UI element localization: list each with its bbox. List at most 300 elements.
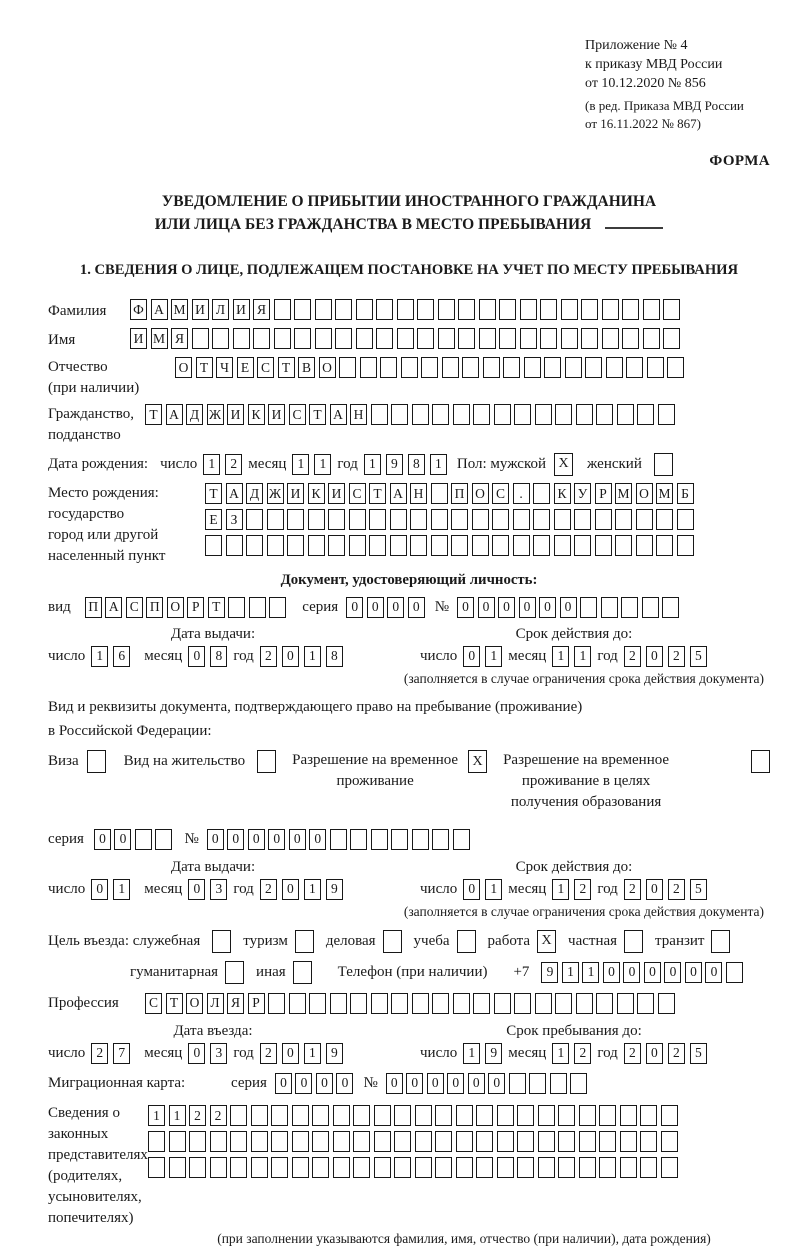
char-box[interactable] bbox=[615, 535, 632, 556]
char-box[interactable] bbox=[476, 1131, 493, 1152]
char-box[interactable]: 1 bbox=[562, 962, 579, 983]
char-box[interactable]: 0 bbox=[387, 597, 404, 618]
char-box[interactable]: М bbox=[171, 299, 188, 320]
char-box[interactable] bbox=[415, 1131, 432, 1152]
char-box[interactable] bbox=[442, 357, 459, 378]
char-box[interactable]: 0 bbox=[408, 597, 425, 618]
char-box[interactable] bbox=[412, 829, 429, 850]
char-box[interactable]: 0 bbox=[295, 1073, 312, 1094]
char-box[interactable] bbox=[642, 597, 659, 618]
char-box[interactable] bbox=[415, 1157, 432, 1178]
char-box[interactable]: Р bbox=[595, 483, 612, 504]
char-box[interactable]: 0 bbox=[188, 1043, 205, 1064]
char-box[interactable] bbox=[570, 1073, 587, 1094]
char-box[interactable]: 0 bbox=[94, 829, 111, 850]
char-box[interactable] bbox=[492, 509, 509, 530]
char-box[interactable]: 1 bbox=[148, 1105, 165, 1126]
char-box[interactable]: 2 bbox=[210, 1105, 227, 1126]
char-box[interactable] bbox=[538, 1157, 555, 1178]
char-box[interactable] bbox=[579, 1157, 596, 1178]
char-box[interactable]: 0 bbox=[346, 597, 363, 618]
char-box[interactable] bbox=[661, 1105, 678, 1126]
char-box[interactable]: Р bbox=[248, 993, 265, 1014]
char-box[interactable]: 1 bbox=[304, 1043, 321, 1064]
business-checkbox[interactable] bbox=[383, 930, 402, 953]
char-box[interactable] bbox=[599, 1105, 616, 1126]
char-box[interactable] bbox=[555, 993, 572, 1014]
char-box[interactable]: 2 bbox=[260, 646, 277, 667]
char-box[interactable] bbox=[274, 299, 291, 320]
char-box[interactable]: 0 bbox=[248, 829, 265, 850]
char-box[interactable] bbox=[497, 1105, 514, 1126]
char-box[interactable] bbox=[432, 993, 449, 1014]
char-box[interactable] bbox=[636, 509, 653, 530]
char-box[interactable] bbox=[356, 328, 373, 349]
char-box[interactable] bbox=[391, 404, 408, 425]
char-box[interactable] bbox=[517, 1157, 534, 1178]
char-box[interactable]: С bbox=[492, 483, 509, 504]
char-box[interactable] bbox=[374, 1105, 391, 1126]
char-box[interactable] bbox=[309, 993, 326, 1014]
char-box[interactable] bbox=[558, 1157, 575, 1178]
char-box[interactable] bbox=[432, 404, 449, 425]
char-box[interactable] bbox=[520, 299, 537, 320]
char-box[interactable]: 5 bbox=[690, 646, 707, 667]
char-box[interactable] bbox=[538, 1131, 555, 1152]
char-box[interactable]: 9 bbox=[485, 1043, 502, 1064]
char-box[interactable] bbox=[554, 535, 571, 556]
char-box[interactable] bbox=[251, 1131, 268, 1152]
char-box[interactable] bbox=[656, 509, 673, 530]
char-box[interactable]: Л bbox=[212, 299, 229, 320]
char-box[interactable]: Ф bbox=[130, 299, 147, 320]
char-box[interactable] bbox=[289, 993, 306, 1014]
char-box[interactable] bbox=[339, 357, 356, 378]
char-box[interactable] bbox=[374, 1131, 391, 1152]
char-box[interactable] bbox=[271, 1157, 288, 1178]
char-box[interactable] bbox=[415, 1105, 432, 1126]
char-box[interactable] bbox=[579, 1131, 596, 1152]
char-box[interactable]: Ч bbox=[216, 357, 233, 378]
char-box[interactable] bbox=[472, 509, 489, 530]
char-box[interactable] bbox=[294, 328, 311, 349]
char-box[interactable] bbox=[246, 535, 263, 556]
char-box[interactable] bbox=[350, 993, 367, 1014]
char-box[interactable] bbox=[246, 509, 263, 530]
char-box[interactable] bbox=[315, 328, 332, 349]
char-box[interactable] bbox=[535, 404, 552, 425]
char-box[interactable]: 9 bbox=[326, 879, 343, 900]
char-box[interactable]: 0 bbox=[685, 962, 702, 983]
char-box[interactable]: 3 bbox=[210, 879, 227, 900]
char-box[interactable] bbox=[330, 829, 347, 850]
char-box[interactable]: Т bbox=[278, 357, 295, 378]
char-box[interactable]: 0 bbox=[623, 962, 640, 983]
char-box[interactable]: 1 bbox=[292, 454, 309, 475]
char-box[interactable] bbox=[458, 299, 475, 320]
char-box[interactable]: 0 bbox=[646, 646, 663, 667]
char-box[interactable] bbox=[397, 328, 414, 349]
char-box[interactable]: Я bbox=[171, 328, 188, 349]
char-box[interactable] bbox=[376, 328, 393, 349]
char-box[interactable]: 1 bbox=[582, 962, 599, 983]
char-box[interactable] bbox=[497, 1157, 514, 1178]
char-box[interactable]: М bbox=[656, 483, 673, 504]
char-box[interactable]: 0 bbox=[275, 1073, 292, 1094]
char-box[interactable] bbox=[637, 993, 654, 1014]
char-box[interactable]: К bbox=[308, 483, 325, 504]
char-box[interactable]: 9 bbox=[386, 454, 403, 475]
char-box[interactable] bbox=[410, 535, 427, 556]
char-box[interactable]: 0 bbox=[268, 829, 285, 850]
char-box[interactable]: 5 bbox=[690, 1043, 707, 1064]
char-box[interactable] bbox=[390, 509, 407, 530]
char-box[interactable] bbox=[292, 1131, 309, 1152]
char-box[interactable] bbox=[233, 328, 250, 349]
char-box[interactable] bbox=[333, 1131, 350, 1152]
char-box[interactable] bbox=[615, 509, 632, 530]
char-box[interactable] bbox=[472, 535, 489, 556]
char-box[interactable] bbox=[661, 1157, 678, 1178]
char-box[interactable] bbox=[658, 993, 675, 1014]
char-box[interactable] bbox=[432, 829, 449, 850]
char-box[interactable]: У bbox=[574, 483, 591, 504]
char-box[interactable]: 0 bbox=[386, 1073, 403, 1094]
char-box[interactable] bbox=[226, 535, 243, 556]
char-box[interactable] bbox=[169, 1157, 186, 1178]
char-box[interactable]: Д bbox=[186, 404, 203, 425]
residence-permit-checkbox[interactable] bbox=[257, 750, 276, 773]
char-box[interactable]: А bbox=[105, 597, 122, 618]
char-box[interactable] bbox=[148, 1131, 165, 1152]
char-box[interactable] bbox=[438, 328, 455, 349]
fill-in-blank-line[interactable] bbox=[605, 215, 663, 229]
char-box[interactable]: 1 bbox=[552, 1043, 569, 1064]
char-box[interactable] bbox=[462, 357, 479, 378]
char-box[interactable]: . bbox=[513, 483, 530, 504]
char-box[interactable]: 2 bbox=[624, 1043, 641, 1064]
char-box[interactable] bbox=[269, 597, 286, 618]
char-box[interactable] bbox=[271, 1131, 288, 1152]
char-box[interactable] bbox=[601, 597, 618, 618]
char-box[interactable]: О bbox=[472, 483, 489, 504]
char-box[interactable] bbox=[390, 535, 407, 556]
char-box[interactable] bbox=[353, 1105, 370, 1126]
char-box[interactable]: 0 bbox=[519, 597, 536, 618]
char-box[interactable] bbox=[662, 597, 679, 618]
char-box[interactable]: И bbox=[192, 299, 209, 320]
char-box[interactable] bbox=[602, 299, 619, 320]
char-box[interactable]: 1 bbox=[169, 1105, 186, 1126]
char-box[interactable]: Н bbox=[350, 404, 367, 425]
char-box[interactable]: С bbox=[289, 404, 306, 425]
char-box[interactable] bbox=[574, 535, 591, 556]
char-box[interactable]: 2 bbox=[225, 454, 242, 475]
work-checkbox[interactable]: X bbox=[537, 930, 556, 953]
char-box[interactable] bbox=[513, 535, 530, 556]
char-box[interactable] bbox=[476, 1157, 493, 1178]
char-box[interactable] bbox=[499, 328, 516, 349]
char-box[interactable]: 0 bbox=[114, 829, 131, 850]
char-box[interactable]: 2 bbox=[574, 879, 591, 900]
char-box[interactable]: И bbox=[287, 483, 304, 504]
char-box[interactable] bbox=[640, 1157, 657, 1178]
char-box[interactable] bbox=[267, 509, 284, 530]
humanitarian-checkbox[interactable] bbox=[225, 961, 244, 984]
char-box[interactable]: 2 bbox=[668, 1043, 685, 1064]
char-box[interactable] bbox=[294, 299, 311, 320]
char-box[interactable] bbox=[726, 962, 743, 983]
char-box[interactable]: И bbox=[268, 404, 285, 425]
char-box[interactable]: 1 bbox=[203, 454, 220, 475]
char-box[interactable] bbox=[503, 357, 520, 378]
char-box[interactable] bbox=[135, 829, 152, 850]
char-box[interactable]: 1 bbox=[113, 879, 130, 900]
char-box[interactable] bbox=[228, 597, 245, 618]
char-box[interactable]: 0 bbox=[282, 1043, 299, 1064]
char-box[interactable] bbox=[312, 1105, 329, 1126]
char-box[interactable]: 0 bbox=[367, 597, 384, 618]
char-box[interactable] bbox=[189, 1131, 206, 1152]
char-box[interactable] bbox=[599, 1157, 616, 1178]
char-box[interactable] bbox=[513, 509, 530, 530]
char-box[interactable] bbox=[287, 509, 304, 530]
char-box[interactable]: И bbox=[328, 483, 345, 504]
char-box[interactable]: 0 bbox=[664, 962, 681, 983]
char-box[interactable]: С bbox=[257, 357, 274, 378]
char-box[interactable] bbox=[456, 1157, 473, 1178]
char-box[interactable] bbox=[643, 328, 660, 349]
char-box[interactable] bbox=[312, 1157, 329, 1178]
char-box[interactable]: 2 bbox=[624, 879, 641, 900]
char-box[interactable] bbox=[349, 509, 366, 530]
char-box[interactable] bbox=[356, 299, 373, 320]
char-box[interactable] bbox=[335, 299, 352, 320]
char-box[interactable]: Т bbox=[208, 597, 225, 618]
char-box[interactable] bbox=[517, 1131, 534, 1152]
char-box[interactable]: 2 bbox=[260, 879, 277, 900]
char-box[interactable]: 0 bbox=[427, 1073, 444, 1094]
study-checkbox[interactable] bbox=[457, 930, 476, 953]
char-box[interactable]: 0 bbox=[282, 879, 299, 900]
char-box[interactable]: 2 bbox=[668, 879, 685, 900]
char-box[interactable] bbox=[585, 357, 602, 378]
char-box[interactable] bbox=[148, 1157, 165, 1178]
char-box[interactable] bbox=[453, 829, 470, 850]
char-box[interactable] bbox=[520, 328, 537, 349]
char-box[interactable] bbox=[401, 357, 418, 378]
char-box[interactable] bbox=[412, 404, 429, 425]
char-box[interactable] bbox=[417, 328, 434, 349]
char-box[interactable]: П bbox=[146, 597, 163, 618]
char-box[interactable] bbox=[333, 1157, 350, 1178]
char-box[interactable]: 0 bbox=[406, 1073, 423, 1094]
char-box[interactable] bbox=[431, 483, 448, 504]
char-box[interactable]: А bbox=[226, 483, 243, 504]
char-box[interactable] bbox=[658, 404, 675, 425]
char-box[interactable] bbox=[417, 299, 434, 320]
char-box[interactable] bbox=[189, 1157, 206, 1178]
char-box[interactable]: 2 bbox=[624, 646, 641, 667]
char-box[interactable] bbox=[292, 1105, 309, 1126]
char-box[interactable] bbox=[533, 509, 550, 530]
char-box[interactable] bbox=[581, 299, 598, 320]
char-box[interactable] bbox=[410, 509, 427, 530]
char-box[interactable] bbox=[622, 328, 639, 349]
char-box[interactable] bbox=[308, 509, 325, 530]
private-checkbox[interactable] bbox=[624, 930, 643, 953]
char-box[interactable] bbox=[412, 993, 429, 1014]
char-box[interactable] bbox=[453, 993, 470, 1014]
char-box[interactable] bbox=[397, 299, 414, 320]
char-box[interactable] bbox=[476, 1105, 493, 1126]
char-box[interactable] bbox=[353, 1131, 370, 1152]
char-box[interactable]: О bbox=[167, 597, 184, 618]
char-box[interactable] bbox=[640, 1131, 657, 1152]
char-box[interactable] bbox=[540, 328, 557, 349]
char-box[interactable]: 1 bbox=[314, 454, 331, 475]
char-box[interactable]: 0 bbox=[463, 879, 480, 900]
char-box[interactable] bbox=[369, 509, 386, 530]
char-box[interactable] bbox=[643, 299, 660, 320]
char-box[interactable]: Р bbox=[187, 597, 204, 618]
char-box[interactable]: Б bbox=[677, 483, 694, 504]
char-box[interactable] bbox=[451, 535, 468, 556]
char-box[interactable]: 0 bbox=[336, 1073, 353, 1094]
char-box[interactable] bbox=[656, 535, 673, 556]
char-box[interactable] bbox=[431, 509, 448, 530]
char-box[interactable] bbox=[438, 299, 455, 320]
char-box[interactable]: 1 bbox=[485, 646, 502, 667]
char-box[interactable]: 9 bbox=[541, 962, 558, 983]
char-box[interactable] bbox=[663, 299, 680, 320]
char-box[interactable] bbox=[330, 993, 347, 1014]
char-box[interactable]: С bbox=[145, 993, 162, 1014]
char-box[interactable] bbox=[421, 357, 438, 378]
char-box[interactable] bbox=[514, 993, 531, 1014]
official-checkbox[interactable] bbox=[212, 930, 231, 953]
tourism-checkbox[interactable] bbox=[295, 930, 314, 953]
char-box[interactable] bbox=[205, 535, 222, 556]
temp-permit-edu-checkbox[interactable] bbox=[751, 750, 770, 773]
char-box[interactable]: Я bbox=[227, 993, 244, 1014]
char-box[interactable]: О bbox=[319, 357, 336, 378]
char-box[interactable] bbox=[558, 1105, 575, 1126]
char-box[interactable]: 0 bbox=[705, 962, 722, 983]
char-box[interactable] bbox=[431, 535, 448, 556]
char-box[interactable]: А bbox=[151, 299, 168, 320]
char-box[interactable]: 1 bbox=[91, 646, 108, 667]
char-box[interactable] bbox=[509, 1073, 526, 1094]
char-box[interactable]: С bbox=[349, 483, 366, 504]
char-box[interactable] bbox=[268, 993, 285, 1014]
char-box[interactable] bbox=[620, 1157, 637, 1178]
char-box[interactable] bbox=[626, 357, 643, 378]
char-box[interactable]: 0 bbox=[488, 1073, 505, 1094]
char-box[interactable]: 2 bbox=[189, 1105, 206, 1126]
char-box[interactable] bbox=[360, 357, 377, 378]
char-box[interactable] bbox=[529, 1073, 546, 1094]
char-box[interactable]: 0 bbox=[468, 1073, 485, 1094]
char-box[interactable] bbox=[595, 535, 612, 556]
char-box[interactable]: 0 bbox=[282, 646, 299, 667]
char-box[interactable]: 9 bbox=[326, 1043, 343, 1064]
char-box[interactable]: 2 bbox=[574, 1043, 591, 1064]
char-box[interactable] bbox=[271, 1105, 288, 1126]
char-box[interactable]: Т bbox=[196, 357, 213, 378]
char-box[interactable] bbox=[517, 1105, 534, 1126]
char-box[interactable] bbox=[230, 1131, 247, 1152]
char-box[interactable]: 6 bbox=[113, 646, 130, 667]
female-checkbox[interactable] bbox=[654, 453, 673, 476]
char-box[interactable]: А bbox=[166, 404, 183, 425]
char-box[interactable] bbox=[636, 535, 653, 556]
char-box[interactable] bbox=[391, 993, 408, 1014]
char-box[interactable]: 1 bbox=[574, 646, 591, 667]
char-box[interactable]: 0 bbox=[644, 962, 661, 983]
char-box[interactable] bbox=[637, 404, 654, 425]
char-box[interactable]: Н bbox=[410, 483, 427, 504]
char-box[interactable]: И bbox=[130, 328, 147, 349]
char-box[interactable] bbox=[663, 328, 680, 349]
char-box[interactable] bbox=[544, 357, 561, 378]
char-box[interactable]: Е bbox=[205, 509, 222, 530]
char-box[interactable]: 0 bbox=[188, 879, 205, 900]
char-box[interactable] bbox=[333, 1105, 350, 1126]
char-box[interactable] bbox=[267, 535, 284, 556]
char-box[interactable]: 2 bbox=[668, 646, 685, 667]
char-box[interactable] bbox=[371, 404, 388, 425]
char-box[interactable] bbox=[596, 993, 613, 1014]
char-box[interactable] bbox=[435, 1105, 452, 1126]
char-box[interactable]: К bbox=[248, 404, 265, 425]
char-box[interactable] bbox=[621, 597, 638, 618]
char-box[interactable] bbox=[561, 299, 578, 320]
char-box[interactable]: 0 bbox=[646, 879, 663, 900]
char-box[interactable] bbox=[353, 1157, 370, 1178]
char-box[interactable]: З bbox=[226, 509, 243, 530]
char-box[interactable] bbox=[169, 1131, 186, 1152]
char-box[interactable] bbox=[596, 404, 613, 425]
char-box[interactable]: 0 bbox=[227, 829, 244, 850]
char-box[interactable]: Л bbox=[207, 993, 224, 1014]
char-box[interactable] bbox=[473, 404, 490, 425]
char-box[interactable]: О bbox=[636, 483, 653, 504]
char-box[interactable]: М bbox=[151, 328, 168, 349]
char-box[interactable]: О bbox=[186, 993, 203, 1014]
char-box[interactable]: П bbox=[85, 597, 102, 618]
char-box[interactable]: 1 bbox=[552, 879, 569, 900]
char-box[interactable] bbox=[580, 597, 597, 618]
char-box[interactable]: И bbox=[233, 299, 250, 320]
char-box[interactable] bbox=[451, 509, 468, 530]
char-box[interactable]: К bbox=[554, 483, 571, 504]
visa-checkbox[interactable] bbox=[87, 750, 106, 773]
char-box[interactable] bbox=[335, 328, 352, 349]
char-box[interactable] bbox=[492, 535, 509, 556]
char-box[interactable]: 0 bbox=[188, 646, 205, 667]
char-box[interactable] bbox=[380, 357, 397, 378]
char-box[interactable]: 1 bbox=[430, 454, 447, 475]
male-checkbox[interactable]: X bbox=[554, 453, 573, 476]
char-box[interactable] bbox=[538, 1105, 555, 1126]
char-box[interactable] bbox=[483, 357, 500, 378]
char-box[interactable]: 0 bbox=[457, 597, 474, 618]
char-box[interactable] bbox=[661, 1131, 678, 1152]
char-box[interactable] bbox=[458, 328, 475, 349]
char-box[interactable]: 1 bbox=[463, 1043, 480, 1064]
char-box[interactable]: 1 bbox=[552, 646, 569, 667]
